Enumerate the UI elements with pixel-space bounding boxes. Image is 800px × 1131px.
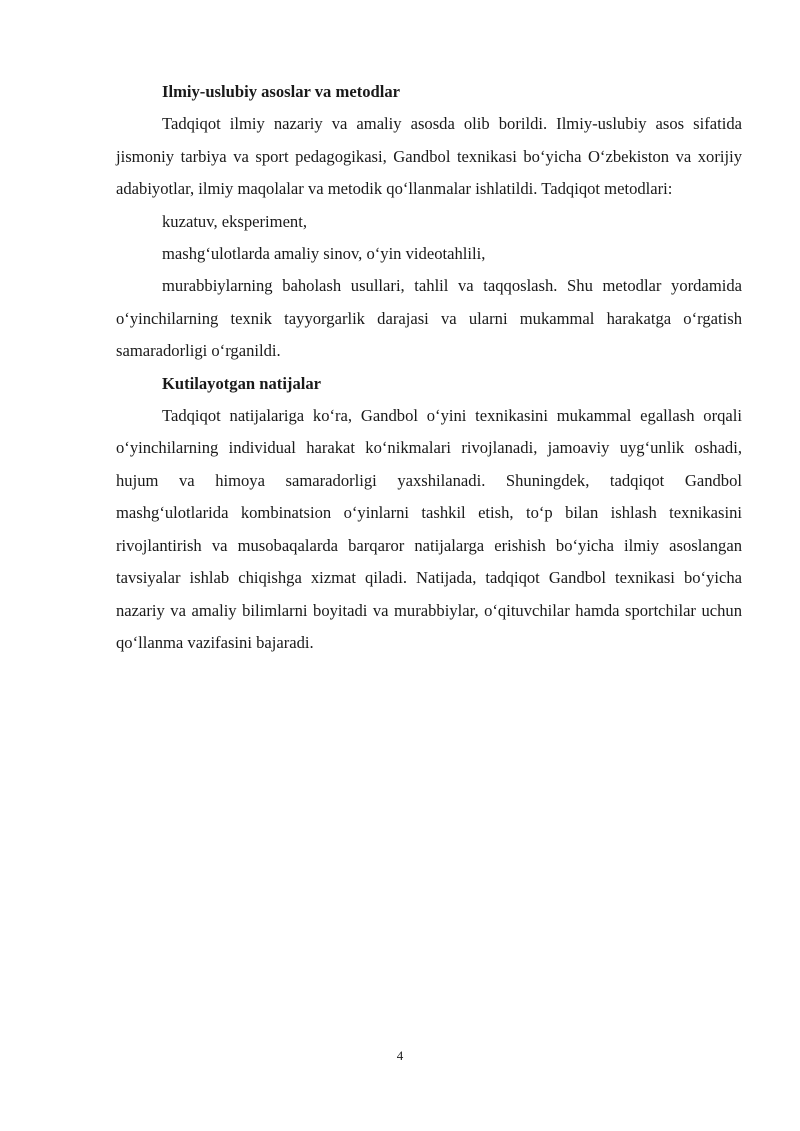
results-paragraph: Tadqiqot natijalariga ko‘ra, Gandbol o‘yini texnikasini mukammal egallash orqali o‘yinchilarning individual harakat ko‘nikmalari rivojlanadi, jamoaviy uyg‘unlik oshadi, hujum va himoya samaradorligi yaxshilanadi. Shuningdek, tadqiqot Gandbol mashg‘ulotlarida kombinatsion o‘yinlarni tashkil etish, to‘p bilan ishlash texnikasini rivojlantirish va musobaqalarda barqaror natijalarga erishish bo‘yicha ilmiy asoslangan tavsiyalar ishlab chiqishga xizmat qiladi. Natijada, tadqiqot Gandbol texnikasi bo‘yicha nazariy va amaliy bilimlarni boyitadi va murabbiylar, o‘qituvchilar hamda sportchilar uchun qo‘llanma vazifasini bajaradi. xyxy=(116,406,742,652)
methods-paragraph: Tadqiqot ilmiy nazariy va amaliy asosda olib borildi. Ilmiy-uslubiy asos sifatida jismoniy tarbiya va sport pedagogikasi, Gandbol texnikasi bo‘yicha O‘zbekiston va xorijiy adabiyotlar, ilmiy maqolalar va metodik qo‘llanmalar ishlatildi. Tadqiqot metodlari: xyxy=(116,114,742,199)
methods-closing-paragraph: murabbiylarning baholash usullari, tahlil va taqqoslash. Shu metodlar yordamida o‘yinchilarning texnik tayyorgarlik darajasi va ularni mukammal harakatga o‘rgatish samaradorligi o‘rganildi. xyxy=(116,276,742,361)
document-page xyxy=(116,76,742,659)
methods-heading: Ilmiy-uslubiy asoslar va metodlar xyxy=(162,82,401,101)
methods-item-practical-test: mashg‘ulotlarda amaliy sinov, o‘yin videotahlili, xyxy=(162,244,486,264)
page-number: 4 xyxy=(396,1048,404,1063)
results-heading: Kutilayotgan natijalar xyxy=(162,373,322,393)
methods-item-observation: kuzatuv, eksperiment, xyxy=(162,211,307,231)
